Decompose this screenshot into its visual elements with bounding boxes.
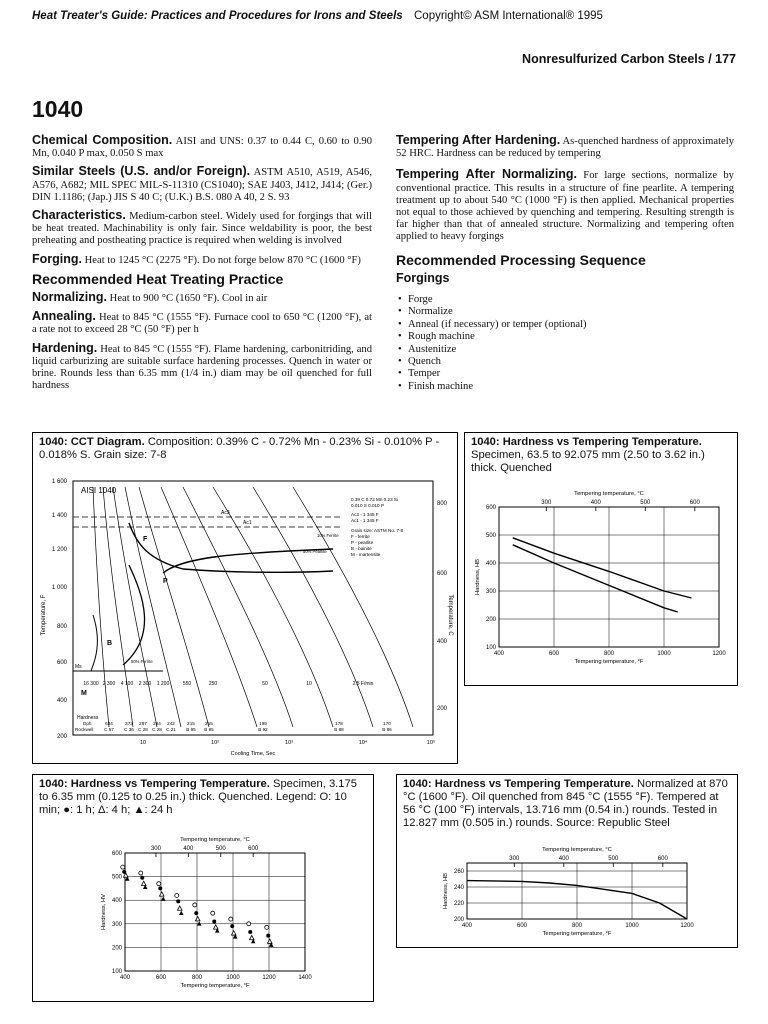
point-1h xyxy=(194,911,198,915)
y-tick: 200 xyxy=(453,917,464,923)
rate-label: 550 xyxy=(182,681,192,687)
grade-title: 1040 xyxy=(32,96,84,122)
point-1h xyxy=(212,919,216,923)
bainite-curve xyxy=(91,615,97,671)
hardness-dph: 634 xyxy=(105,721,113,726)
annealing: Annealing. Heat to 845 °C (1555 °F). Furnace cool to 650 °C (1200 °F), at a rate not to exceed 28 °C (50 °F) per h xyxy=(32,309,372,336)
legend-line: Grain size: ASTM No. 7-8 xyxy=(351,528,404,533)
point-10min xyxy=(247,922,251,926)
point-10min xyxy=(121,865,125,869)
similar-steels: Similar Steels (U.S. and/or Foreign). ASTM A510, A519, A546, A576, A682; MIL SPEC MIL-S-11310 (CS1040); SAE J403, J412, J414; (Ger.) DIN 1.1186; (Jap.) JIS S 40 C; (U.K.) B.S. 080 A 40, 2 S. 93 xyxy=(32,164,372,203)
large-caption: 1040: Hardness vs Tempering Temperature. Specimen, 63.5 to 92.075 mm (2.50 to 3.62 in.) thick. Quenched xyxy=(471,436,705,474)
right-column xyxy=(396,134,734,393)
small-caption: 1040: Hardness vs Tempering Temperature. Specimen, 3.175 to 6.35 mm (0.125 to 0.25 in.) thick. Quenched. Legend: O: 10 min; ●: 1 h; Δ: 4 h; ▲: 24 h xyxy=(39,778,357,816)
y-tick-right: 600 xyxy=(437,571,448,577)
cct-legend xyxy=(351,497,404,557)
y-tick-right: 200 xyxy=(437,706,448,712)
rate-label: 250 xyxy=(208,681,218,687)
normalized-chart xyxy=(397,843,737,949)
y-tick: 400 xyxy=(111,898,122,905)
hardness-rockwell: C 57 xyxy=(104,727,114,732)
point-4h xyxy=(141,881,146,885)
point-24h xyxy=(161,897,166,901)
processing-sequence xyxy=(396,294,734,393)
top-tick-label: 600 xyxy=(689,500,700,506)
point-10min xyxy=(139,871,143,875)
top-tick-label: 500 xyxy=(640,500,651,506)
normalizing: Normalizing. Heat to 900 °C (1650 °F). Cool in air xyxy=(32,290,268,305)
book-title: Heat Treater's Guide: Practices and Procedures for Irons and Steels xyxy=(32,10,403,22)
y-tick: 600 xyxy=(485,505,496,511)
top-tick-label: 500 xyxy=(215,846,226,852)
y-tick: 500 xyxy=(111,874,122,881)
x-tick: 600 xyxy=(516,923,528,929)
top-axis-label: Tempering temperature, °C xyxy=(180,837,250,843)
point-10min xyxy=(175,893,179,897)
legend-line: B - bainite xyxy=(351,546,372,551)
point-10min xyxy=(229,917,233,921)
top-tick-label: 400 xyxy=(183,846,194,852)
point-4h xyxy=(249,935,254,939)
series-line-lower xyxy=(513,545,678,612)
copyright: Copyright© ASM International® 1995 xyxy=(414,10,603,22)
hardness-rockwell: C 21 xyxy=(166,727,176,732)
x-tick: 600 xyxy=(155,975,167,981)
left-column xyxy=(32,134,372,397)
x-tick: 10² xyxy=(211,740,219,746)
sequence-step: • Rough machine xyxy=(396,331,734,343)
hardness-rockwell: C 28 xyxy=(138,727,148,732)
top-tick-label: 400 xyxy=(558,856,569,862)
characteristics: Characteristics. Medium-carbon steel. Widely used for forgings that will be heat treated. Machinability is only fair. Since weldability is poor, the best preheating and postheating practice is required when welding is involved xyxy=(32,208,372,247)
point-4h xyxy=(177,906,182,910)
tempering-after-hardening: Tempering After Hardening. As-quenched hardness of approximately 52 HRC. Hardness can be reduced by tempering xyxy=(396,133,734,160)
x-tick: 1400 xyxy=(298,975,312,981)
y-tick: 240 xyxy=(453,885,464,891)
y-tick: 200 xyxy=(485,617,496,623)
x-tick: 1000 xyxy=(657,651,671,657)
y-tick: 220 xyxy=(453,901,464,907)
y-tick-right: 800 xyxy=(437,501,448,507)
rate-label: 2 300 xyxy=(102,681,116,687)
tempering-after-normalizing: Tempering After Normalizing. For large sections, normalize by conventional practice. This results in a structure of fine pearlite. A tempering treatment up to about 540 °C (1000 °F) is then applied. Mechanical properties not equal to those achieved by quenching and tempering. Resulting strength is far higher than that of annealed structure. Normalizing and tempering often applied to heavy forgings xyxy=(396,167,734,243)
bottom-axis-label: Tempering temperature, °F xyxy=(180,983,250,989)
small-specimen-figure xyxy=(32,774,374,1002)
top-tick-label: 300 xyxy=(150,846,161,852)
sequence-step: • Normalize xyxy=(396,306,734,318)
hardness-dph: 178 xyxy=(335,721,343,726)
rate-label: 50 xyxy=(262,681,268,687)
y-tick-left: 1 000 xyxy=(51,585,67,591)
y-tick: 500 xyxy=(485,533,496,539)
point-1h xyxy=(266,934,270,938)
hardness-rockwell: B 92 xyxy=(258,727,268,732)
y-tick-left: 1 200 xyxy=(51,547,67,553)
x-tick: 1000 xyxy=(625,923,639,929)
y-tick: 100 xyxy=(111,969,122,975)
pct-label: 50% Pearlite xyxy=(303,549,327,554)
point-4h xyxy=(159,892,164,896)
y-label-left: Temperature, F xyxy=(41,594,47,636)
point-24h xyxy=(197,921,202,925)
rate-label: 16 300 xyxy=(83,681,99,687)
y-tick: 200 xyxy=(111,945,122,952)
y-tick-left: 1 600 xyxy=(51,479,67,485)
region-label: M xyxy=(81,690,87,697)
hardness-rockwell: C 28 xyxy=(152,727,162,732)
hardness-rockwell: B 95 xyxy=(186,727,196,732)
point-1h xyxy=(230,924,234,928)
point-24h xyxy=(179,911,184,915)
x-tick: 400 xyxy=(461,923,473,929)
normalized-figure xyxy=(396,774,738,948)
forging: Forging. Heat to 1245 °C (2275 °F). Do not forge below 870 °C (1600 °F) xyxy=(32,251,361,266)
y-tick-left: 1 400 xyxy=(51,513,67,519)
sequence-step: • Anneal (if necessary) or temper (optional) xyxy=(396,319,734,331)
top-axis-label: Tempering temperature, °C xyxy=(574,491,644,497)
x-tick: 800 xyxy=(191,975,203,981)
legend-line: Ac1 - 1 345 F xyxy=(351,518,379,523)
x-tick: 10⁴ xyxy=(358,740,368,746)
region-label: P xyxy=(163,578,168,585)
point-4h xyxy=(195,917,200,921)
hardness-dph: 373 xyxy=(125,721,133,726)
region-label: F xyxy=(143,536,148,543)
legend-line: F - ferrite xyxy=(351,534,370,539)
x-tick: 10³ xyxy=(285,740,293,746)
top-tick-label: 600 xyxy=(657,856,668,862)
top-tick-label: 300 xyxy=(541,500,552,506)
x-tick: 800 xyxy=(571,923,583,929)
running-head: Nonresulfurized Carbon Steels / 177 xyxy=(522,52,736,66)
rate-label: 1 200 xyxy=(156,681,170,687)
x-tick: 1200 xyxy=(712,651,726,657)
plot-frame xyxy=(125,853,305,971)
y-tick: 300 xyxy=(485,589,496,595)
point-4h xyxy=(267,939,272,943)
sequence-step: • Austenitize xyxy=(396,344,734,356)
hardness-dph: 199 xyxy=(259,721,267,726)
top-tick-label: 500 xyxy=(608,856,619,862)
hardness-dph: 170 xyxy=(383,721,391,726)
y-tick-left: 200 xyxy=(56,734,67,740)
point-4h xyxy=(213,925,218,929)
hardness-title: Hardness xyxy=(77,715,99,721)
top-axis-label: Tempering temperature, °C xyxy=(542,847,612,853)
point-10min xyxy=(193,903,197,907)
hardness-dph-label: Dph xyxy=(83,721,92,726)
ms-label: Ms xyxy=(75,664,82,670)
x-tick: 1200 xyxy=(262,975,276,981)
cct-caption: 1040: CCT Diagram. Composition: 0.39% C - 0.72% Mn - 0.23% Si - 0.010% P - 0.018% S. Grain size: 7-8 xyxy=(39,436,440,461)
top-tick-label: 600 xyxy=(248,846,259,852)
hardness-rockwell: B 88 xyxy=(334,727,344,732)
x-tick: 400 xyxy=(119,975,131,981)
point-10min xyxy=(265,925,269,929)
y-tick: 300 xyxy=(111,921,122,928)
small-specimen-chart xyxy=(33,831,373,997)
ferrite-start-curve xyxy=(129,523,333,572)
point-1h xyxy=(158,886,162,890)
sequence-step: • Forge xyxy=(396,294,734,306)
hardness-rockwell: C 36 xyxy=(124,727,134,732)
y-tick-left: 800 xyxy=(56,624,67,630)
hardness-dph: 242 xyxy=(167,721,175,726)
rate-label: 10 xyxy=(306,681,312,687)
rate-label: 2.5 F/min xyxy=(352,681,374,687)
point-4h xyxy=(231,931,236,935)
legend-line: P - pearlite xyxy=(351,540,374,545)
y-tick-left: 400 xyxy=(56,698,67,704)
point-10min xyxy=(157,882,161,886)
pct-label: 10% Ferrite xyxy=(317,533,339,538)
legend-line: M - martensite xyxy=(351,552,381,557)
hardness-rockwell-label: Rockwell xyxy=(75,727,94,732)
hardness-rockwell: B 86 xyxy=(382,727,392,732)
hardness-rockwell: B 95 xyxy=(204,727,214,732)
y-axis-label: Hardness, HV xyxy=(101,893,107,931)
cct-figure xyxy=(32,432,458,764)
point-10min xyxy=(211,911,215,915)
sequence-step: • Temper xyxy=(396,368,734,380)
y-tick-right: 400 xyxy=(437,639,448,645)
practice-heading: Recommended Heat Treating Practice xyxy=(32,270,284,287)
normalized-caption: 1040: Hardness vs Tempering Temperature. Normalized at 870 °C (1600 °F). Oil quenched from 845 °C (1555 °F). Tempered at 56 °C (100 °F) intervals, 13.716 mm (0.54 in.) rounds. Tested in 12.827 mm (0.505 in.) rounds. Source: Republic Steel xyxy=(403,778,728,829)
pct-label: 50% Ferrite xyxy=(131,659,153,664)
ac1-label: Ac1 xyxy=(243,520,252,526)
ac3-label: Ac3 xyxy=(221,510,230,516)
rate-label: 4 100 xyxy=(120,681,134,687)
point-1h xyxy=(140,876,144,880)
y-label-right: Temperature, C xyxy=(447,594,453,636)
y-tick: 100 xyxy=(485,645,496,651)
large-specimen-chart xyxy=(465,483,737,683)
legend-line: 0.39 C 0.72 Mn 0.23 Si xyxy=(351,497,398,502)
forgings-heading: Forgings xyxy=(396,270,450,285)
region-label: B xyxy=(107,640,113,647)
x-tick: 600 xyxy=(548,651,560,657)
legend-line: Ac3 - 1 345 F xyxy=(351,512,379,517)
bottom-axis-label: Tempering temperature, °F xyxy=(542,931,612,937)
y-tick-left: 600 xyxy=(56,660,67,666)
x-tick: 1000 xyxy=(226,975,240,981)
top-tick-label: 400 xyxy=(590,500,601,506)
y-axis-label: Hardness, HB xyxy=(475,558,481,596)
bottom-axis-label: Tempering temperature, °F xyxy=(574,659,644,665)
x-tick: 800 xyxy=(603,651,615,657)
x-label: Cooling Time, Sec xyxy=(230,751,276,757)
hardness-dph: 215 xyxy=(187,721,195,726)
rate-label: 2 300 xyxy=(138,681,152,687)
x-tick: 10 xyxy=(139,740,147,746)
y-tick: 400 xyxy=(485,561,496,567)
y-tick: 260 xyxy=(453,869,464,875)
y-axis-label: Hardness, HB xyxy=(443,872,449,910)
x-tick: 10⁵ xyxy=(426,740,436,746)
legend-line: 0.010 S 0.010 P xyxy=(351,503,384,508)
cct-diagram xyxy=(33,465,457,763)
sequence-step: • Quench xyxy=(396,356,734,368)
top-tick-label: 300 xyxy=(509,856,520,862)
hardness-dph: 284 xyxy=(153,721,161,726)
series-line-upper xyxy=(513,538,692,598)
y-tick: 600 xyxy=(111,851,122,857)
point-1h xyxy=(176,899,180,903)
sequence-step: • Finish machine xyxy=(396,381,734,393)
steel-label: AISI 1040 xyxy=(81,486,117,495)
point-1h xyxy=(248,930,252,934)
x-tick: 1200 xyxy=(680,923,694,929)
x-tick: 400 xyxy=(493,651,505,657)
chemical-composition: Chemical Composition. AISI and UNS: 0.37 to 0.44 C, 0.60 to 0.90 Mn, 0.040 P max, 0.050 S max xyxy=(32,133,372,160)
large-specimen-figure xyxy=(464,432,738,686)
sequence-heading: Recommended Processing Sequence xyxy=(396,251,646,268)
hardening: Hardening. Heat to 845 °C (1555 °F). Flame hardening, carbonitriding, and liquid carburizing are suitable surface hardening processes. Quench in water or brine. Rounds less than 6.35 mm (1/4 in.) diam may be oil quenched for full hardness xyxy=(32,340,373,392)
hardness-dph: 287 xyxy=(139,721,147,726)
hardness-dph: 215 xyxy=(205,721,213,726)
